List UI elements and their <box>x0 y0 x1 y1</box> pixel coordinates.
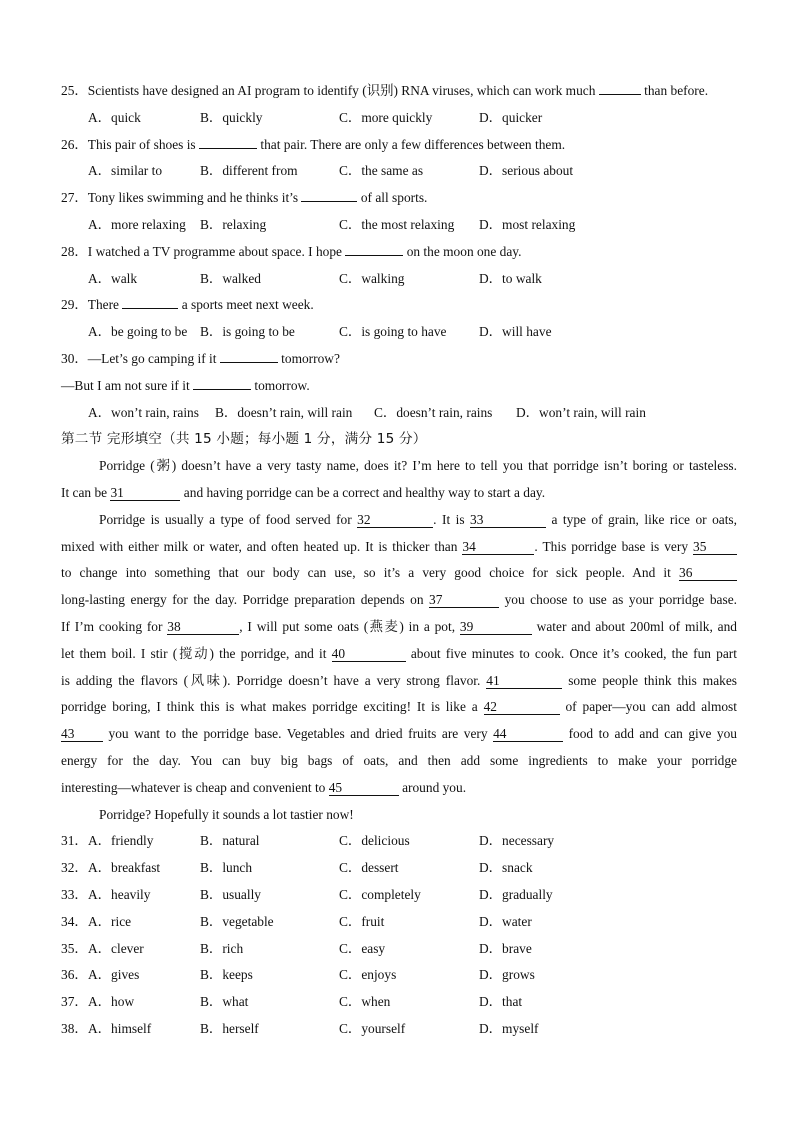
option-b: B．vegetable <box>200 913 274 929</box>
question-number: 32． <box>61 860 88 876</box>
option-a: A．walk <box>88 270 138 286</box>
passage-line: Porridge is usually a type of food served for 32 . It is 33 a type of grain, like rice or oats, <box>99 511 737 527</box>
blank-37: 37 <box>429 592 499 608</box>
option-c: C．the most relaxing <box>339 216 455 232</box>
option-a: A．himself <box>88 1020 152 1036</box>
option-d: D．will have <box>479 324 552 340</box>
question-number: 38． <box>61 1020 88 1036</box>
question-30-options <box>61 400 737 427</box>
question-number: 36． <box>61 967 88 983</box>
question-text: a sports meet next week. <box>178 297 314 313</box>
option-d: D．quicker <box>479 109 543 125</box>
option-d: D．water <box>479 913 532 929</box>
question-text: of all sports. <box>357 190 428 206</box>
passage-line: Porridge? Hopefully it sounds a lot tastier now! <box>99 806 354 822</box>
passage-line: let them boil. I stir (搅动) the porridge, and it 40 about five minutes to cook. Once it’s cooked, the fun part <box>61 645 737 661</box>
blank-35: 35 <box>693 539 737 555</box>
answer-row-31 <box>61 828 737 855</box>
option-a: A．be going to be <box>88 324 188 340</box>
question-26-stem <box>61 132 737 159</box>
option-c: C．walking <box>339 270 405 286</box>
blank-39: 39 <box>460 619 532 635</box>
option-c: C．yourself <box>339 1020 406 1036</box>
question-text: on the moon one day. <box>403 243 522 259</box>
answer-row-34 <box>61 909 737 936</box>
question-text: 28．I watched a TV programme about space. I hope <box>61 243 346 259</box>
answer-blank <box>599 79 641 95</box>
question-number: 31． <box>61 833 88 849</box>
answer-blank <box>193 374 251 390</box>
option-c: C．more quickly <box>339 109 433 125</box>
option-b: B．different from <box>200 163 298 179</box>
option-b: B．natural <box>200 833 260 849</box>
option-a: A．heavily <box>88 886 151 902</box>
option-c: C．completely <box>339 886 421 902</box>
passage-line: It can be 31 and having porridge can be a correct and healthy way to start a day. <box>61 484 546 500</box>
passage-line: long-lasting energy for the day. Porridge preparation depends on 37 you choose to use as your porridge base. <box>61 592 737 608</box>
question-27-stem <box>61 185 737 212</box>
answer-blank <box>220 347 278 363</box>
blank-41: 41 <box>486 673 562 689</box>
answer-blank <box>199 133 257 149</box>
question-30-line-2 <box>61 373 737 400</box>
option-d: D．necessary <box>479 833 555 849</box>
option-a: A．rice <box>88 913 132 929</box>
passage-line: to change into something that our body can use, so it’s a very good choice for sick people. And it 36 <box>61 560 737 587</box>
question-text: 27．Tony likes swimming and he thinks it’s <box>61 190 302 206</box>
passage-line: interesting—whatever is cheap and convenient to 45 around you. <box>61 779 467 795</box>
option-b: B．keeps <box>200 967 253 983</box>
option-d: D．that <box>479 994 523 1010</box>
option-d: D．brave <box>479 940 532 956</box>
blank-32: 32 <box>357 512 433 528</box>
option-b: B．herself <box>200 1020 259 1036</box>
option-a: A．gives <box>88 967 140 983</box>
answer-row-32 <box>61 855 737 882</box>
answer-row-35 <box>61 936 737 963</box>
option-c: C．is going to have <box>339 324 447 340</box>
option-c: C．dessert <box>339 860 399 876</box>
option-b: B．usually <box>200 886 262 902</box>
question-text: than before. <box>640 83 709 98</box>
blank-36: 36 <box>679 565 737 581</box>
question-text: tomorrow. <box>251 377 310 393</box>
question-30-line-1 <box>61 346 737 373</box>
blank-31: 31 <box>110 485 180 501</box>
question-text: 26．This pair of shoes is <box>61 136 199 152</box>
question-text: tomorrow? <box>277 350 340 366</box>
option-b: B．quickly <box>200 109 263 125</box>
passage-line: Porridge (粥) doesn’t have a very tasty name, does it? I’m here to tell you that porridge isn’t boring or tasteless. <box>99 458 737 474</box>
question-25-stem <box>61 78 737 105</box>
option-d: D．serious about <box>479 163 574 179</box>
question-number: 33． <box>61 886 88 902</box>
blank-42: 42 <box>484 699 560 715</box>
option-c: C．the same as <box>339 163 424 179</box>
page-content <box>61 78 737 1043</box>
option-c: C．fruit <box>339 913 385 929</box>
question-number: 34． <box>61 913 88 929</box>
option-b: B．is going to be <box>200 324 295 340</box>
answer-row-38 <box>61 1016 737 1043</box>
option-d: D．snack <box>479 860 533 876</box>
question-text: that pair. There are only a few differences between them. <box>257 136 566 152</box>
option-b: B．rich <box>200 940 244 956</box>
blank-45: 45 <box>329 780 399 796</box>
question-27-options <box>61 212 737 239</box>
answer-row-36 <box>61 962 737 989</box>
question-28-stem <box>61 239 737 266</box>
option-d: D．grows <box>479 967 535 983</box>
option-d: D．most relaxing <box>479 216 576 232</box>
answer-row-37 <box>61 989 737 1016</box>
blank-43: 43 <box>61 726 103 742</box>
passage-line: energy for the day. You can buy big bags of oats, and then add some ingredients to make your porridge <box>61 752 737 768</box>
option-c: C．easy <box>339 940 386 956</box>
passage-line: 43 you want to the porridge base. Vegetables and dried fruits are very 44 food to add and can give you <box>61 726 737 742</box>
question-text: —But I am not sure if it <box>61 377 194 393</box>
answer-blank <box>301 186 357 202</box>
option-c: C．delicious <box>339 833 410 849</box>
blank-33: 33 <box>470 512 546 528</box>
option-a: A．similar to <box>88 163 163 179</box>
question-number: 37． <box>61 994 88 1010</box>
option-d: D．won’t rain, will rain <box>516 404 646 420</box>
option-a: A．breakfast <box>88 860 161 876</box>
option-c: C．when <box>339 994 391 1010</box>
question-text: 30．—Let’s go camping if it <box>61 350 220 366</box>
passage-line: is adding the flavors (风味). Porridge doesn’t have a very strong flavor. 41 some people think this makes <box>61 672 737 688</box>
option-b: B．lunch <box>200 860 253 876</box>
question-29-options <box>61 319 737 346</box>
blank-34: 34 <box>462 539 534 555</box>
option-b: B．what <box>200 994 249 1010</box>
question-text: 29．There <box>61 297 123 313</box>
blank-40: 40 <box>332 646 406 662</box>
section-heading: 第二节 完形填空（共 15 小题；每小题 1 分，满分 15 分） <box>61 431 427 448</box>
passage-line: mixed with either milk or water, and often heated up. It is thicker than 34 . This porridge base is very 35 <box>61 534 737 561</box>
passage-line: porridge boring, I think this is what makes porridge exciting! It is like a 42 of paper—you can add almost <box>61 699 737 715</box>
question-28-options <box>61 266 737 293</box>
option-d: D．myself <box>479 1020 539 1036</box>
option-d: D．to walk <box>479 270 542 286</box>
question-text: 25．Scientists have designed an AI program to identify (识别) RNA viruses, which can work much <box>61 83 599 98</box>
option-c: C．enjoys <box>339 967 397 983</box>
question-25-options <box>61 105 737 132</box>
passage-line: If I’m cooking for 38 , I will put some oats (燕麦) in a pot, 39 water and about 200ml of milk, and <box>61 618 737 634</box>
option-a: A．how <box>88 994 135 1010</box>
option-a: A．more relaxing <box>88 216 186 232</box>
option-b: B．relaxing <box>200 216 267 232</box>
option-c: C．doesn’t rain, rains <box>374 404 493 420</box>
option-a: A．clever <box>88 940 144 956</box>
question-29-stem <box>61 292 737 319</box>
option-a: A．quick <box>88 109 141 125</box>
option-a: A．friendly <box>88 833 154 849</box>
option-d: D．gradually <box>479 886 553 902</box>
question-26-options <box>61 158 737 185</box>
blank-38: 38 <box>167 619 239 635</box>
answer-blank <box>122 293 178 309</box>
answer-blank <box>345 240 403 256</box>
option-a: A．won’t rain, rains <box>88 404 199 420</box>
question-number: 35． <box>61 940 88 956</box>
answer-row-33 <box>61 882 737 909</box>
blank-44: 44 <box>493 726 563 742</box>
option-b: B．walked <box>200 270 261 286</box>
option-b: B．doesn’t rain, will rain <box>215 404 353 420</box>
